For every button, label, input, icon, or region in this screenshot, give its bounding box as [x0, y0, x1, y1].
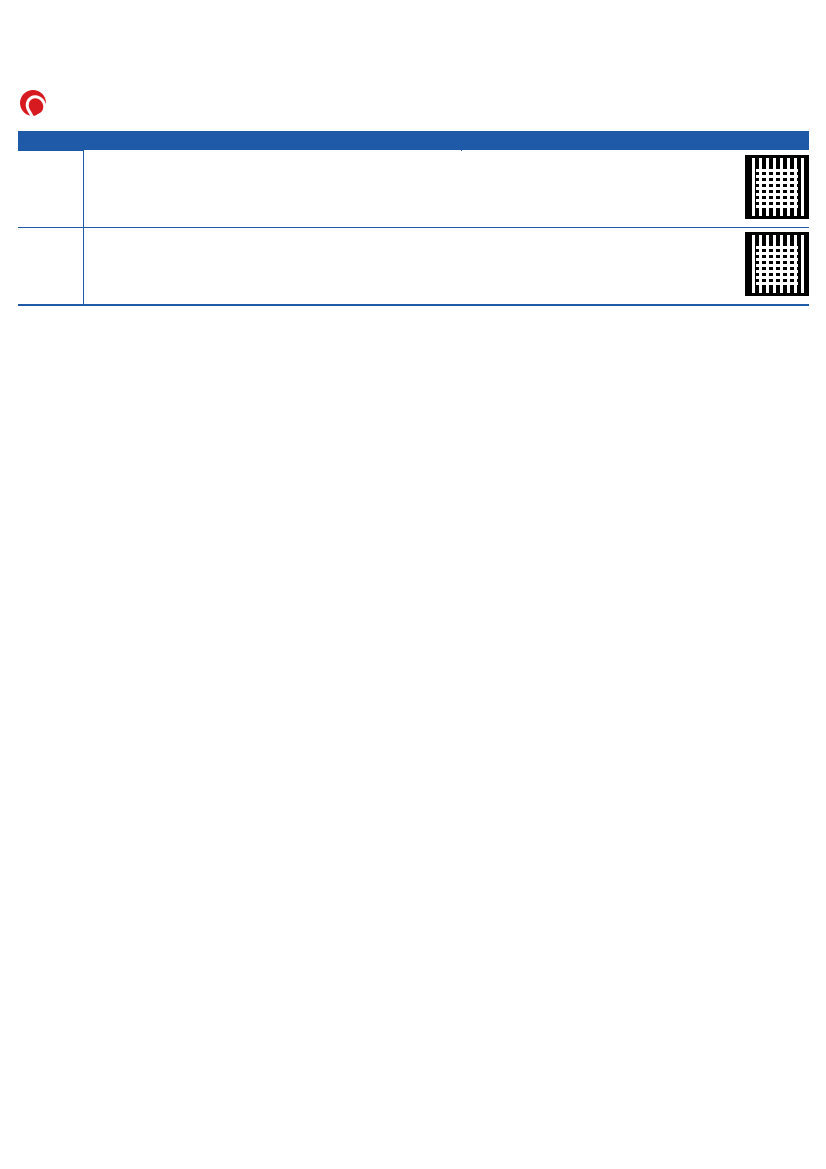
table-header-row	[18, 131, 809, 150]
qr-block	[745, 151, 809, 228]
qr-code-icon	[745, 155, 809, 219]
category-cell	[18, 304, 84, 305]
category-cell	[18, 151, 84, 228]
header-latest-right	[680, 131, 745, 150]
header-change-left	[396, 131, 462, 150]
category-cell	[18, 227, 84, 304]
header-indicator-left	[84, 131, 299, 150]
ruida-logo-icon	[20, 90, 46, 116]
report-header	[18, 76, 808, 128]
outlook-text	[84, 227, 745, 304]
qr-code-icon	[745, 232, 809, 296]
company-logo	[20, 90, 52, 116]
industry-news-text	[84, 151, 745, 228]
header-latest-left	[298, 131, 395, 150]
data-table	[18, 131, 809, 306]
industry-news-row	[18, 151, 809, 228]
header-category	[18, 131, 84, 150]
outlook-row	[18, 227, 809, 304]
tips-text	[84, 304, 809, 305]
header-indicator-right	[462, 131, 681, 150]
tips-row	[18, 304, 809, 305]
qr-block	[745, 227, 809, 304]
header-change-right	[745, 131, 809, 150]
